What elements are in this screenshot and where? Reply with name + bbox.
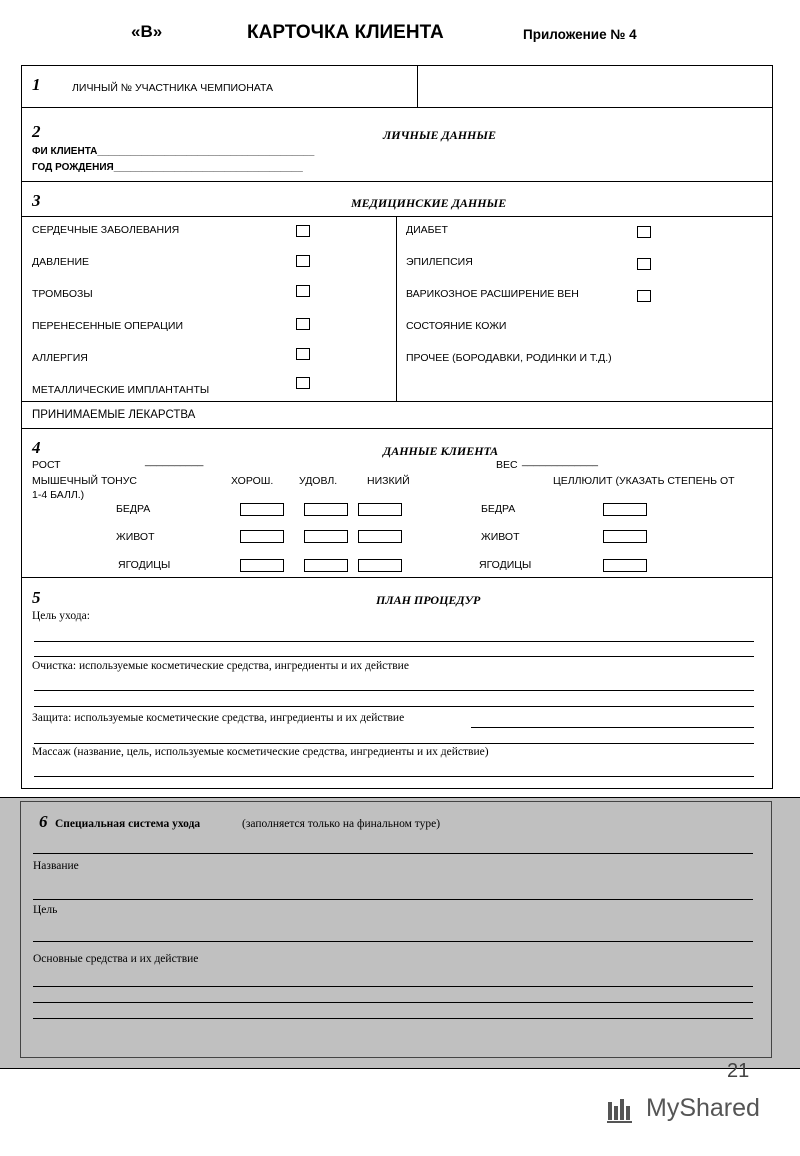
zone-belly-label: ЖИВОТ <box>116 531 155 543</box>
protection-label: Защита: используемые косметические средства, ингредиенты и их действие <box>32 712 405 724</box>
muscle-tone-label: МЫШЕЧНЫЙ ТОНУС <box>32 475 137 487</box>
medical-item-heart: СЕРДЕЧНЫЕ ЗАБОЛЕВАНИЯ <box>32 224 180 236</box>
grade-low-label: НИЗКИЙ <box>367 475 410 487</box>
section-5-title: ПЛАН ПРОЦЕДУР <box>376 593 481 607</box>
protection-line-2[interactable] <box>34 743 754 744</box>
tone-buttocks-good[interactable] <box>240 559 284 572</box>
section-6-note: (заполняется только на финальном туре) <box>242 818 441 830</box>
client-card-form <box>21 65 773 789</box>
divider <box>22 216 772 217</box>
section-4-title: ДАННЫЕ КЛИЕНТА <box>383 444 499 458</box>
cellulite-buttocks-label: ЯГОДИЦЫ <box>479 559 532 571</box>
divider <box>22 181 772 182</box>
section-3-title: МЕДИЦИНСКИЕ ДАННЫЕ <box>351 196 507 210</box>
section-2-title: ЛИЧНЫЕ ДАННЫЕ <box>383 128 497 142</box>
checkbox-varicose[interactable] <box>637 290 651 302</box>
checkbox-diabetes[interactable] <box>637 226 651 238</box>
tone-belly-good[interactable] <box>240 530 284 543</box>
medical-item-diabetes: ДИАБЕТ <box>406 224 448 236</box>
special-goal-label: Цель <box>33 904 58 916</box>
checkbox-operations[interactable] <box>296 318 310 330</box>
special-name-label: Название <box>33 860 79 872</box>
cleansing-line-1[interactable] <box>34 690 754 691</box>
medical-item-varicose: ВАРИКОЗНОЕ РАСШИРЕНИЕ ВЕН <box>406 288 579 300</box>
checkbox-thrombosis[interactable] <box>296 285 310 297</box>
grade-satisfactory-label: УДОВЛ. <box>299 475 338 487</box>
participant-number-label: ЛИЧНЫЙ № УЧАСТНИКА ЧЕМПИОНАТА <box>72 82 274 94</box>
muscle-tone-scale-label: 1-4 БАЛЛ.) <box>32 489 85 501</box>
special-care-panel <box>0 797 800 1069</box>
medical-item-pressure: ДАВЛЕНИЕ <box>32 256 90 268</box>
massage-label: Массаж (название, цель, используемые косметические средства, ингредиенты и их действие) <box>32 746 489 758</box>
cellulite-label: ЦЕЛЛЮЛИТ (УКАЗАТЬ СТЕПЕНЬ ОТ <box>553 475 735 487</box>
checkbox-implants[interactable] <box>296 377 310 389</box>
form-variant: «В» <box>131 22 163 41</box>
special-means-line-1[interactable] <box>33 986 753 987</box>
weight-field[interactable]: _____________ <box>522 455 598 467</box>
section-4-number: 4 <box>32 438 41 457</box>
special-name-line[interactable] <box>33 899 753 900</box>
tone-belly-low[interactable] <box>358 530 402 543</box>
section-3-number: 3 <box>32 191 41 210</box>
cleansing-line-2[interactable] <box>34 706 754 707</box>
medical-item-operations: ПЕРЕНЕСЕННЫЕ ОПЕРАЦИИ <box>32 320 183 332</box>
tone-buttocks-satisfactory[interactable] <box>304 559 348 572</box>
birth-year-field[interactable]: ГОД РОЖДЕНИЯ__________________________________ <box>32 162 303 173</box>
zone-thighs-label: БЕДРА <box>116 503 151 515</box>
tone-buttocks-low[interactable] <box>358 559 402 572</box>
appendix-label: Приложение № 4 <box>523 27 637 42</box>
tone-belly-satisfactory[interactable] <box>304 530 348 543</box>
section-5-number: 5 <box>32 588 41 607</box>
cellulite-belly-field[interactable] <box>603 530 647 543</box>
cleansing-label: Очистка: используемые косметические средства, ингредиенты и их действие <box>32 660 409 672</box>
medications-label: ПРИНИМАЕМЫЕ ЛЕКАРСТВА <box>32 409 196 421</box>
client-name-field[interactable]: ФИ КЛИЕНТА_______________________________________ <box>32 146 315 157</box>
special-care-box <box>20 801 772 1058</box>
section-6-number: 6 <box>39 812 48 831</box>
special-means-line-2[interactable] <box>33 1002 753 1003</box>
form-title: КАРТОЧКА КЛИЕНТА <box>247 22 444 43</box>
zone-buttocks-label: ЯГОДИЦЫ <box>118 559 171 571</box>
divider <box>396 216 397 401</box>
medical-item-epilepsy: ЭПИЛЕПСИЯ <box>406 256 473 268</box>
section-6-title: Специальная система ухода <box>55 818 201 830</box>
special-care-line-1[interactable] <box>33 853 753 854</box>
divider <box>22 428 772 429</box>
tone-thighs-satisfactory[interactable] <box>304 503 348 516</box>
massage-line[interactable] <box>34 776 754 777</box>
myshared-logo-icon <box>607 1096 637 1124</box>
special-means-line-3[interactable] <box>33 1018 753 1019</box>
protection-line-1[interactable] <box>471 727 754 728</box>
tone-thighs-good[interactable] <box>240 503 284 516</box>
cellulite-thighs-field[interactable] <box>603 503 647 516</box>
divider <box>22 107 772 108</box>
medical-item-implants: МЕТАЛЛИЧЕСКИЕ ИМПЛАНТАНТЫ <box>32 384 210 396</box>
medical-item-skin: СОСТОЯНИЕ КОЖИ <box>406 320 507 332</box>
height-field[interactable]: __________ <box>145 455 204 467</box>
care-goal-label: Цель ухода: <box>32 610 90 622</box>
checkbox-epilepsy[interactable] <box>637 258 651 270</box>
special-goal-line[interactable] <box>33 941 753 942</box>
section-1-number: 1 <box>32 75 41 94</box>
cellulite-belly-label: ЖИВОТ <box>481 531 520 543</box>
medical-item-thrombosis: ТРОМБОЗЫ <box>32 288 93 300</box>
tone-thighs-low[interactable] <box>358 503 402 516</box>
special-means-label: Основные средства и их действие <box>33 953 199 965</box>
medical-item-allergy: АЛЛЕРГИЯ <box>32 352 88 364</box>
grade-good-label: ХОРОШ. <box>231 475 274 487</box>
page-number: 21 <box>727 1060 750 1082</box>
medical-item-other: ПРОЧЕЕ (БОРОДАВКИ, РОДИНКИ И Т.Д.) <box>406 352 612 364</box>
cellulite-buttocks-field[interactable] <box>603 559 647 572</box>
care-goal-line-2[interactable] <box>34 656 754 657</box>
weight-label: ВЕС <box>496 459 518 471</box>
divider <box>22 577 772 578</box>
myshared-logo[interactable]: MyShared <box>646 1094 760 1122</box>
height-label: РОСТ <box>32 459 61 471</box>
section-2-number: 2 <box>32 122 41 141</box>
participant-number-field[interactable] <box>418 66 771 107</box>
checkbox-allergy[interactable] <box>296 348 310 360</box>
cellulite-thighs-label: БЕДРА <box>481 503 516 515</box>
checkbox-pressure[interactable] <box>296 255 310 267</box>
divider <box>22 401 772 402</box>
checkbox-heart[interactable] <box>296 225 310 237</box>
care-goal-line-1[interactable] <box>34 641 754 642</box>
